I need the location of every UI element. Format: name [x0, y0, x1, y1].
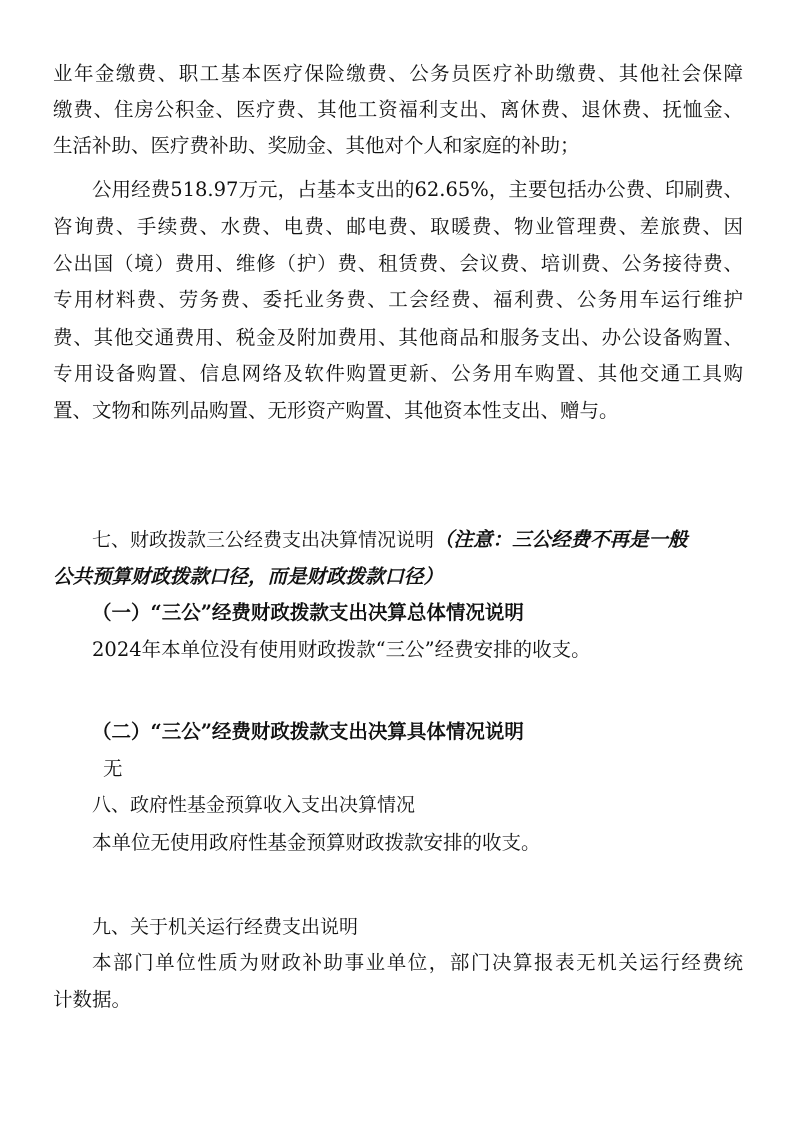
subsection-1-heading: （一）“三公”经费财政拨款支出决算总体情况说明 [92, 601, 524, 624]
paragraph-line: 公用经费518.97万元，占基本支出的62.65%，主要包括办公费、印刷费、 [92, 178, 743, 201]
section-9-text-continued: 计数据。 [53, 988, 132, 1011]
section-8-text: 本单位无使用政府性基金预算财政拨款安排的收支。 [92, 831, 541, 854]
paragraph-line: 咨询费、手续费、水费、电费、邮电费、取暖费、物业管理费、差旅费、因 [53, 215, 743, 238]
paragraph-line: 专用设备购置、信息网络及软件购置更新、公务用车购置、其他交通工具购 [53, 362, 743, 385]
section-9-text: 本部门单位性质为财政补助事业单位，部门决算报表无机关运行经费统 [92, 951, 743, 974]
paragraph-line: 费、其他交通费用、税金及附加费用、其他商品和服务支出、办公设备购置、 [53, 326, 743, 349]
section-7-heading: 七、财政拨款三公经费支出决算情况说明 [92, 529, 435, 551]
section-7-heading-line [92, 528, 743, 552]
section-8-heading: 八、政府性基金预算收入支出决算情况 [92, 794, 416, 816]
section-9-heading: 九、关于机关运行经费支出说明 [92, 916, 359, 938]
subsection-2-text: 无 [103, 757, 123, 780]
subsection-1-text: 2024年本单位没有使用财政拨款“三公”经费安排的收支。 [92, 638, 591, 661]
section-7-note-continued: 公共预算财政拨款口径，而是财政拨款口径） [53, 565, 444, 588]
paragraph-line: 生活补助、医疗费补助、奖励金、其他对个人和家庭的补助； [53, 134, 580, 157]
subsection-2-heading: （二）“三公”经费财政拨款支出决算具体情况说明 [92, 720, 524, 743]
paragraph-line: 置、文物和陈列品购置、无形资产购置、其他资本性支出、赠与。 [53, 399, 619, 422]
paragraph-line: 业年金缴费、职工基本医疗保险缴费、公务员医疗补助缴费、其他社会保障 [53, 62, 743, 85]
paragraph-line: 缴费、住房公积金、医疗费、其他工资福利支出、离休费、退休费、抚恤金、 [53, 98, 743, 121]
paragraph-line: 专用材料费、劳务费、委托业务费、工会经费、福利费、公务用车运行维护 [53, 288, 743, 311]
paragraph-line: 公出国（境）费用、维修（护）费、租赁费、会议费、培训费、公务接待费、 [53, 252, 743, 275]
section-7-note: （注意：三公经费不再是一般 [434, 528, 688, 551]
